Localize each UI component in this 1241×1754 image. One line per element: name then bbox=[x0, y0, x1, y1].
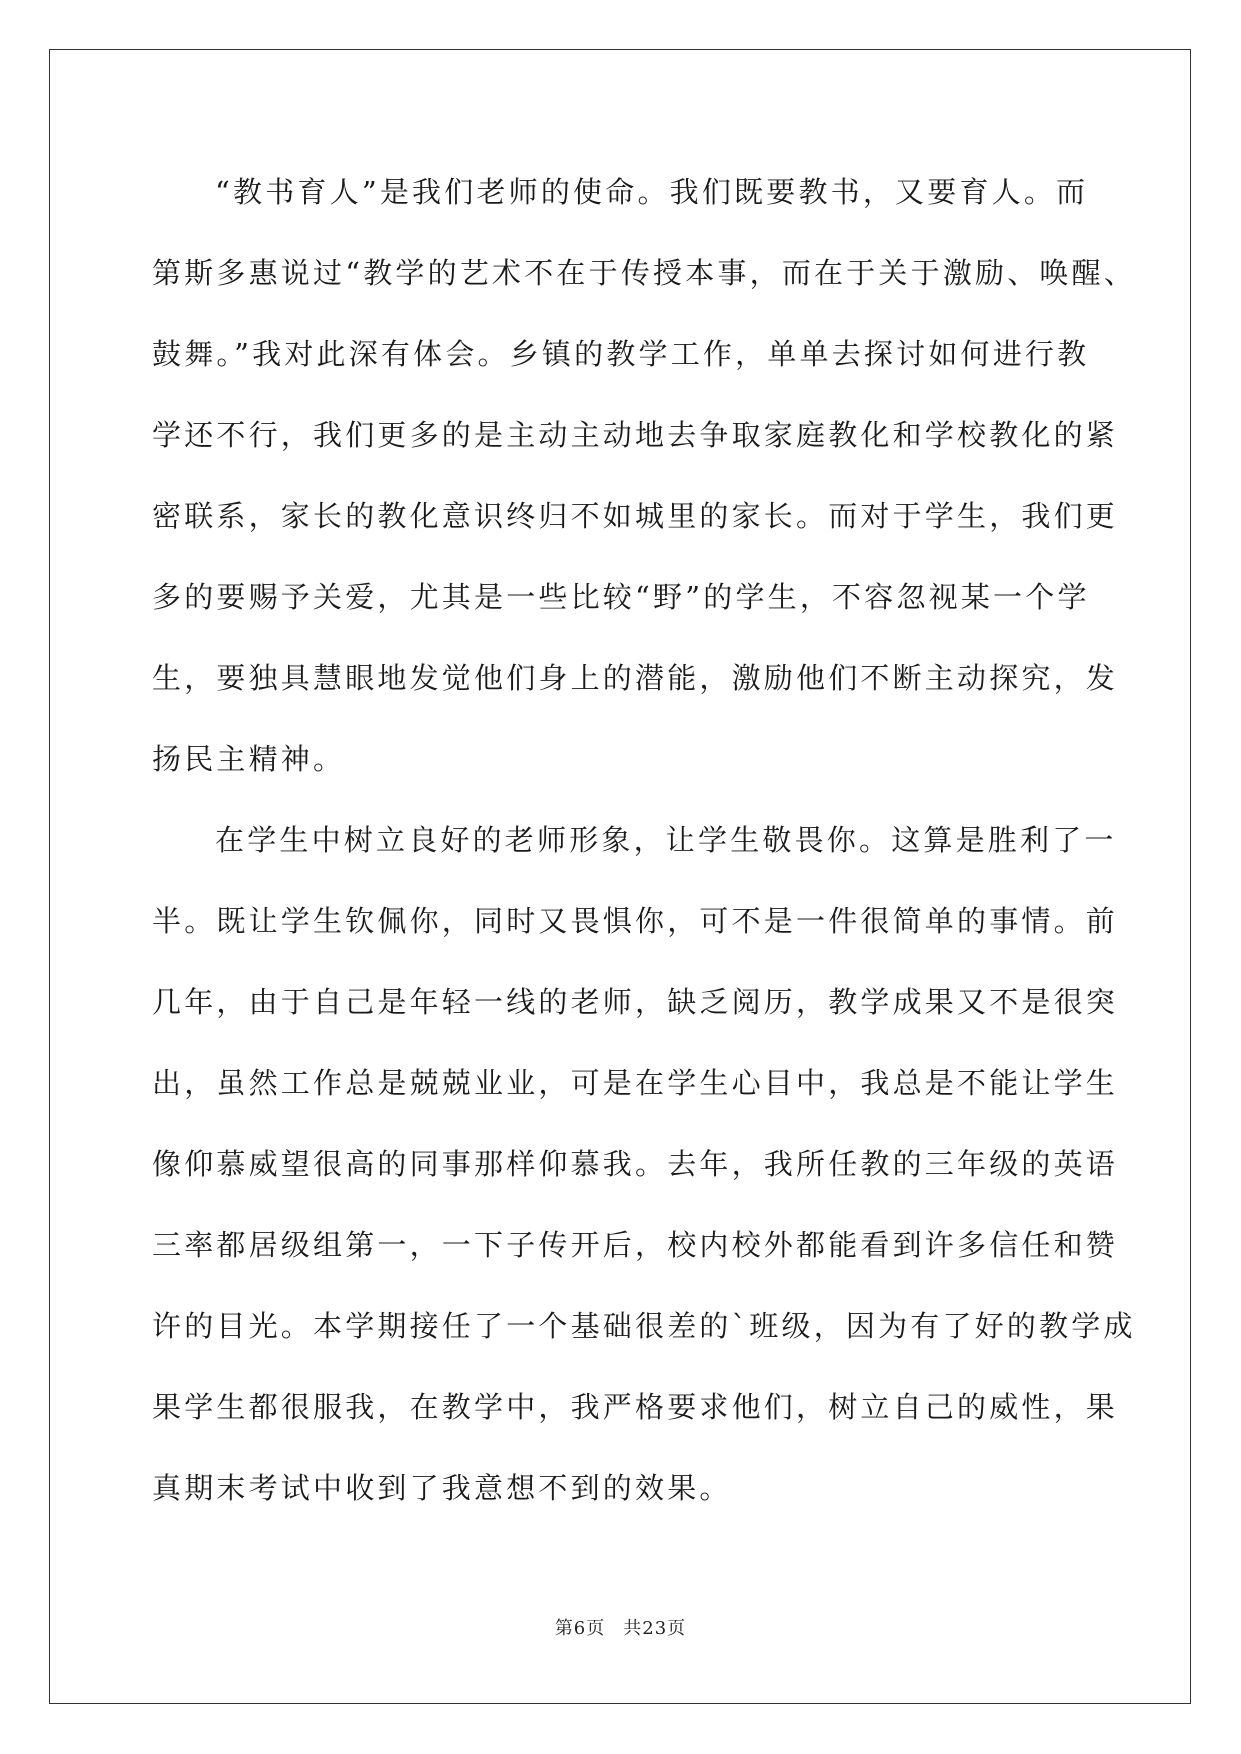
paragraph-1-line-1: “教书育人”是我们老师的使命。我们既要教书，又要育人。而 bbox=[215, 175, 1089, 209]
paragraph-1-line-7: 生，要独具慧眼地发觉他们身上的潜能，激励他们不断主动探究，发 bbox=[152, 661, 1119, 695]
paragraph-1-line-3: 鼓舞。”我对此深有体会。乡镇的教学工作，单单去探讨如何进行教 bbox=[152, 337, 1090, 371]
paragraph-2-line-8: 果学生都很服我，在教学中，我严格要求他们，树立自己的威性，果 bbox=[152, 1390, 1119, 1424]
page-number: 第6页 bbox=[554, 1618, 606, 1639]
paragraph-2-line-6: 三率都居级组第一，一下子传开后，校内校外都能看到许多信任和赞 bbox=[152, 1228, 1119, 1262]
paragraph-1-line-5: 密联系，家长的教化意识终归不如城里的家长。而对于学生，我们更 bbox=[152, 499, 1119, 533]
paragraph-2-line-3: 几年，由于自己是年轻一线的老师，缺乏阅历，教学成果又不是很突 bbox=[152, 985, 1119, 1019]
paragraph-2-line-7: 许的目光。本学期接任了一个基础很差的`班级，因为有了好的教学成 bbox=[152, 1309, 1136, 1343]
page-footer bbox=[0, 1614, 1241, 1640]
paragraph-2-line-9: 真期末考试中收到了我意想不到的效果。 bbox=[152, 1471, 732, 1505]
paragraph-1-line-2: 第斯多惠说过“教学的艺术不在于传授本事，而在于关于激励、唤醒、 bbox=[152, 256, 1137, 290]
page-total: 共23页 bbox=[623, 1618, 687, 1639]
document-body bbox=[152, 158, 1137, 1535]
paragraph-2-line-1: 在学生中树立良好的老师形象，让学生敬畏你。这算是胜利了一 bbox=[215, 823, 1117, 857]
paragraph-1-line-4: 学还不行，我们更多的是主动主动地去争取家庭教化和学校教化的紧 bbox=[152, 418, 1119, 452]
paragraph-2-line-2: 半。既让学生钦佩你，同时又畏惧你，可不是一件很简单的事情。前 bbox=[152, 904, 1119, 938]
paragraph-1-line-8: 扬民主精神。 bbox=[152, 742, 346, 776]
paragraph-2-line-5: 像仰慕威望很高的同事那样仰慕我。去年，我所任教的三年级的英语 bbox=[152, 1147, 1119, 1181]
paragraph-1-line-6: 多的要赐予关爱，尤其是一些比较“野”的学生，不容忽视某一个学 bbox=[152, 580, 1090, 614]
paragraph-2-line-4: 出，虽然工作总是兢兢业业，可是在学生心目中，我总是不能让学生 bbox=[152, 1066, 1119, 1100]
